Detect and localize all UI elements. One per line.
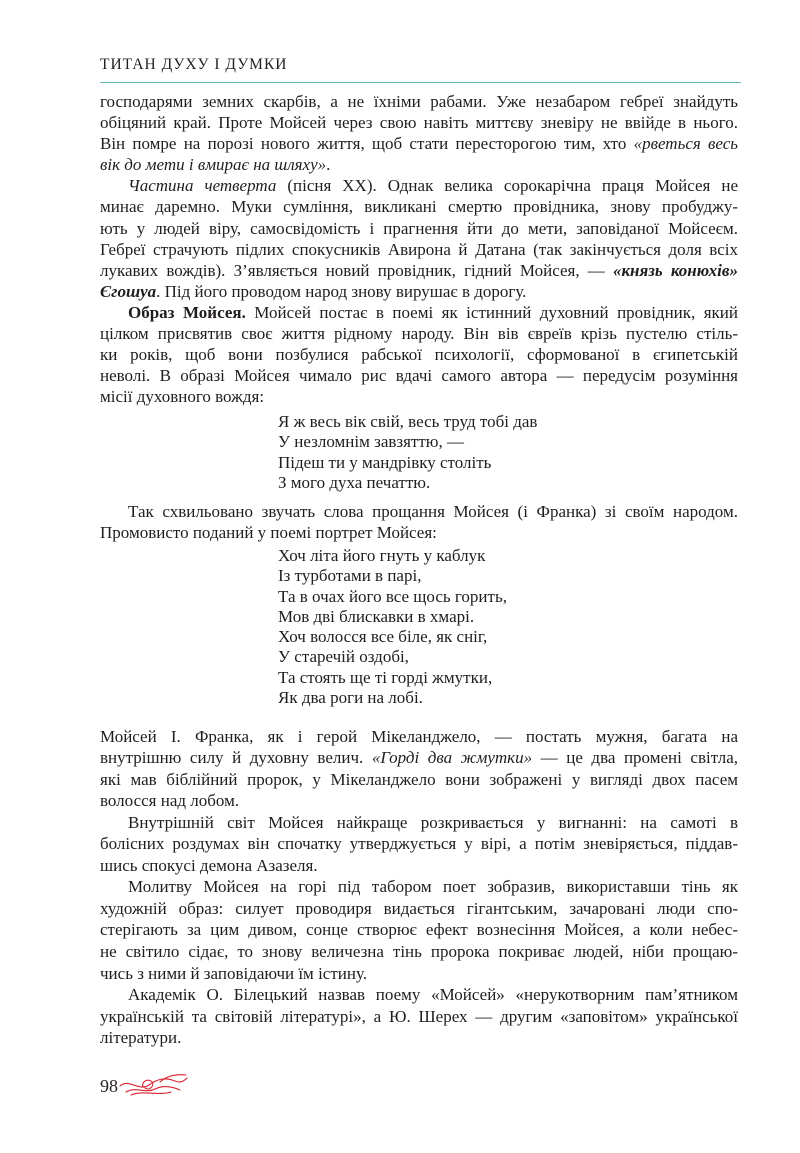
text-run: які мав біблійний пророк, у Мікеланджело вони зображені у вигляді двох пасем: [100, 769, 738, 789]
text-line: [100, 112, 738, 133]
text-run: Він помре на порозі нового життя, щоб стати пересторогою тим, хто: [100, 134, 634, 154]
text-run: Мойсей постає в поемі як істинний духовний провідник, який: [245, 302, 739, 322]
italic-quote-run: «Горді два жмутки»: [371, 748, 533, 768]
text-run: ки років, щоб вони позбулися рабської психології, сформованої в єгипетській: [100, 345, 738, 365]
paragraph-inner-world: [100, 812, 738, 877]
text-line: [100, 919, 738, 941]
text-line: [100, 175, 738, 196]
text-line: [100, 323, 738, 344]
bold-heading-run: Образ Мойсея.: [128, 302, 246, 322]
text-line: [100, 790, 738, 812]
text-line: [100, 154, 738, 175]
text-line: [100, 344, 738, 365]
page-header: [100, 56, 288, 74]
flourish-stroke: [131, 1092, 171, 1095]
poem-line: У незломнім завзяттю, —: [278, 432, 464, 452]
text-run: місії духовного вождя:: [100, 387, 265, 407]
header-rule: [100, 82, 741, 83]
text-run: . Під його проводом народ знову вирушає в дорогу.: [156, 281, 527, 301]
text-line: [100, 876, 738, 898]
paragraph-michelangelo: [100, 726, 738, 812]
poem-line: Мов дві блискавки в хмарі.: [278, 606, 475, 626]
text-line: [100, 1006, 738, 1028]
paragraph-bilecky: [100, 984, 738, 1049]
text-line: [100, 963, 738, 985]
text-line: [100, 1027, 738, 1049]
text-run: Внутрішній світ Мойсея найкраще розкривається у вигнанні: на самоті в: [128, 812, 738, 832]
italic-quote-run: «рветься весь: [633, 134, 738, 154]
text-line: [100, 133, 738, 154]
paragraph-farewell: [100, 501, 738, 543]
poem-line: З мого духа печаттю.: [278, 472, 431, 492]
text-line: [100, 941, 738, 963]
flourish-stroke: [126, 1086, 180, 1092]
poem-line: Та стоять ще ті горді жмутки,: [278, 667, 493, 687]
text-run: — це два промені світла,: [532, 748, 738, 768]
flourish-stroke: [120, 1078, 187, 1087]
page-number: 98: [100, 1076, 118, 1096]
text-block-bottom: [100, 726, 738, 1049]
text-line: [100, 91, 738, 112]
text-run: Молитву Мойсея на горі під табором поет зобразив, використавши тінь як: [128, 877, 738, 897]
text-run: (пісня XX). Однак велика сорокарічна праця Мойсея не: [276, 176, 738, 196]
poem-portrait: [278, 546, 507, 708]
poem-line: Я ж весь вік свій, весь труд тобі дав: [278, 412, 538, 431]
text-line: [100, 260, 738, 281]
page-flourish-icon: [119, 1071, 189, 1098]
text-run: обіцяний край. Проте Мойсей через свою навіть миттєву зневіру не ввійде в нього.: [100, 113, 738, 133]
text-line: [100, 365, 738, 386]
text-run: минає даремно. Муки сумління, викликані смертю провідника, знову пробуджу-: [100, 197, 738, 217]
text-run: художній образ: силует проводиря видається гігантським, зачаровані люди спо-: [100, 898, 738, 918]
text-run: неволі. В образі Мойсея чимало рис вдачі самого автора — передусім розуміння: [100, 366, 738, 386]
text-block-top: [100, 91, 738, 407]
text-line: [100, 769, 738, 791]
text-run: чись з ними й заповідаючи їм істину.: [100, 963, 368, 983]
text-line: [100, 522, 738, 543]
paragraph-continuation: [100, 91, 738, 175]
italic-heading-run: Частина четверта: [128, 176, 277, 196]
text-line: [100, 898, 738, 920]
bold-italic-run: Єгошуа: [100, 281, 157, 301]
text-run: цілком присвятив своє життя рідному народу. Він вів євреїв крізь пустелю стіль-: [100, 324, 738, 344]
poem-line: Хоч волосся все біле, як сніг,: [278, 627, 488, 647]
paragraph-moses-image: [100, 302, 738, 407]
text-line: [100, 812, 738, 834]
text-line: [100, 747, 738, 769]
text-run: волосся над лобом.: [100, 791, 240, 811]
text-line: [100, 501, 738, 522]
poem-line: Та в очах його все щось горить,: [278, 586, 507, 606]
text-line: [100, 281, 738, 302]
text-run: лукавих вождів). З’являється новий провідник, гідний Мойсея, —: [100, 260, 613, 280]
text-line: [100, 218, 738, 239]
text-line: [100, 196, 738, 217]
text-run: не світило сідає, то знову величезна тінь пророка покриває людей, ніби прощаю-: [100, 941, 738, 961]
text-line: [100, 984, 738, 1006]
flourish-stroke: [143, 1080, 153, 1089]
text-line: [100, 302, 738, 323]
text-run: стерігають за цим дивом, сонце створює ефект вознесіння Мойсея, а коли небес-: [100, 920, 738, 940]
text-line: [100, 386, 738, 407]
paragraph-part-four: [100, 175, 738, 302]
text-run: шись спокусі демона Азазеля.: [100, 855, 318, 875]
text-run: Промовисто поданий у поемі портрет Мойсея:: [100, 523, 437, 543]
text-run: господарями земних скарбів, а не їхніми рабами. Уже незабаром гебреї знайдуть: [100, 92, 738, 111]
text-run: літератури.: [100, 1028, 182, 1048]
text-run: .: [326, 155, 331, 175]
flourish-stroke: [160, 1075, 186, 1082]
italic-quote-run: вік до мети і вмирає на шляху»: [100, 155, 327, 175]
paragraph-prayer: [100, 876, 738, 984]
text-run: Так схвильовано звучать слова прощання Мойсея (і Франка) зі своїм народом.: [128, 502, 738, 521]
text-run: Академік О. Білецький назвав поему «Мойсей» «нерукотворним пам’ятником: [128, 985, 738, 1005]
poem-line: Із турботами в парі,: [278, 566, 422, 586]
text-line: [100, 239, 738, 260]
text-run: ють у людей віру, самосвідомість і прагнення йти до мети, заповіданої Мойсеєм.: [100, 218, 738, 238]
poem-line: Підеш ти у мандрівку століть: [278, 452, 492, 472]
text-run: болісних роздумах він спочатку утверджується у вірі, а потім зневіряється, піддав-: [100, 834, 738, 854]
text-run: Гебреї страчують підлих спокусників Авирона й Датана (так закінчується доля всіх: [100, 239, 738, 259]
text-run: Мойсей І. Франка, як і герой Мікеланджело, — постать мужня, багата на: [100, 726, 738, 746]
text-line: [100, 833, 738, 855]
poem-line: Як два роги на лобі.: [278, 688, 423, 708]
text-block-middle: [100, 501, 738, 543]
poem-farewell: [278, 412, 537, 493]
poem-line: Хоч літа його гнуть у каблук: [278, 546, 486, 565]
header-title: ТИТАН ДУХУ І ДУМКИ: [100, 56, 288, 73]
bold-italic-run: «князь конюхів»: [612, 260, 738, 280]
text-line: [100, 726, 738, 748]
text-run: внутрішню силу й духовну велич.: [100, 748, 372, 768]
poem-line: У старечій оздобі,: [278, 647, 409, 667]
text-run: українській та світовій літературі», а Ю. Шерех — другим «заповітом» української: [100, 1006, 738, 1026]
text-line: [100, 855, 738, 877]
